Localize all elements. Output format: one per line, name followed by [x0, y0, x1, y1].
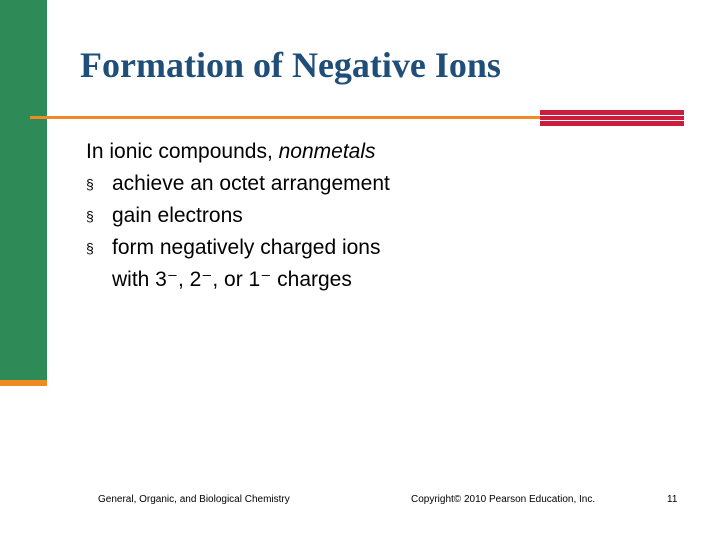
- bullet-marker-icon: §: [86, 240, 94, 256]
- title-underline-rule: [30, 116, 544, 119]
- footer-page-number: 11: [667, 494, 678, 505]
- slide-title: Formation of Negative Ions: [80, 45, 501, 85]
- bullet-item: [86, 168, 686, 200]
- slide-body: [86, 136, 686, 296]
- footer-course-title: General, Organic, and Biological Chemistry: [98, 494, 290, 505]
- title-accent-block: [540, 110, 684, 126]
- bullet-text: form negatively charged ions: [112, 236, 381, 259]
- bullet-list: [86, 168, 686, 296]
- bullet-item: [86, 200, 686, 232]
- intro-emphasis: nonmetals: [278, 140, 376, 163]
- intro-line: [86, 136, 686, 168]
- left-bar-accent-stripe: [0, 380, 47, 386]
- footer-copyright: Copyright© 2010 Pearson Education, Inc.: [411, 494, 596, 505]
- bullet-text: achieve an octet arrangement: [112, 172, 390, 195]
- intro-prefix: In ionic compounds,: [86, 140, 279, 163]
- bullet-marker-icon: §: [86, 208, 94, 224]
- left-decorative-bar: [0, 0, 47, 380]
- bullet-text-continuation: with 3⁻, 2⁻, or 1⁻ charges: [112, 268, 352, 291]
- bullet-item: [86, 232, 686, 296]
- bullet-marker-icon: §: [86, 176, 94, 192]
- bullet-text: gain electrons: [112, 204, 243, 227]
